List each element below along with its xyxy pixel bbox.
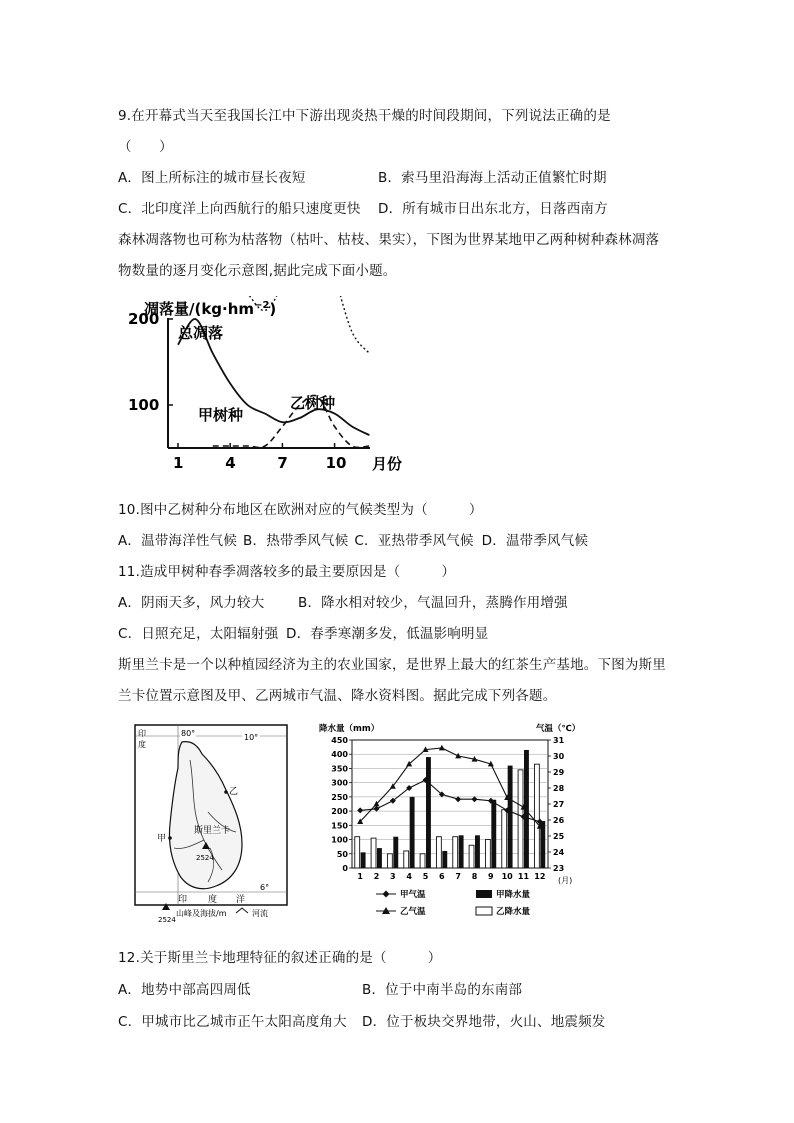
sea-label-top-2: 度 (138, 740, 146, 749)
bar-yi-rain (436, 837, 441, 868)
q9-options-row1 (118, 166, 607, 186)
q10-option-d: D．温带季风气候 (481, 533, 589, 549)
city-yi-label: 乙 (229, 787, 239, 797)
q9-option-c: C．北印度洋上向西航行的船只速度更快 (118, 201, 361, 217)
city-jia-label: 甲 (157, 834, 167, 844)
litterfall-ytick-label: 200 (128, 310, 160, 328)
climate-left-tick-label: 200 (331, 807, 348, 817)
litterfall-chart (126, 296, 426, 476)
marker-yi-temp (439, 745, 445, 751)
legend-jia-rain: 甲降水量 (496, 890, 531, 900)
bar-yi-rain (485, 840, 490, 868)
bar-yi-rain (502, 810, 507, 868)
bar-yi-rain (371, 838, 376, 868)
marker-yi-temp (455, 753, 461, 759)
q12-option-a: A．地势中部高四周低 (118, 982, 251, 998)
climate-month-unit: (月) (558, 876, 573, 885)
legend-peak-label: 山峰及海拔/m (176, 909, 227, 918)
series-label-total: 总凋落 (178, 324, 224, 342)
bar-jia-rain (410, 797, 415, 868)
q9-options-row2 (118, 197, 608, 217)
legend-jia-temp-marker (383, 891, 390, 898)
climate-right-title: 气温（℃） (536, 724, 581, 734)
climate-bars (355, 750, 545, 868)
bar-jia-rain (508, 766, 513, 868)
legend-jia-temp: 甲气温 (400, 890, 426, 900)
lon-label: 80° (181, 729, 196, 738)
q10-option-a: A．温带海洋性气候 (118, 533, 238, 549)
legend-peak-value: 2524 (158, 916, 176, 924)
q10-option-c: C．亚热带季风气候 (354, 533, 474, 549)
climate-right-tick-label: 30 (553, 752, 565, 761)
series-label-jia: 甲树种 (198, 406, 244, 424)
intro1-line1: 森林凋落物也可称为枯落物（枯叶、枯枝、果实），下图为世界某地甲乙两种树种森林凋落 (118, 232, 660, 248)
climate-lines (357, 745, 543, 829)
bar-jia-rain (377, 848, 382, 868)
climate-right-tick-label: 23 (553, 864, 565, 873)
climate-right-tick-label: 27 (553, 800, 565, 809)
legend-river-label: 河流 (252, 909, 268, 918)
bar-yi-rain (518, 770, 523, 868)
bar-yi-rain (453, 837, 458, 868)
climate-right-tick-label: 26 (553, 816, 565, 825)
q10-option-b: B．热带季风气候 (243, 533, 349, 549)
bar-jia-rain (426, 757, 431, 868)
legend-yi-temp: 乙气温 (400, 907, 426, 917)
bar-yi-rain (387, 854, 392, 868)
q9-option-d: D．所有城市日出东北方，日落西南方 (378, 201, 608, 217)
bar-yi-rain (469, 845, 474, 868)
sea-label-bottom-1: 印 (178, 895, 188, 905)
q11-options-row2 (118, 622, 488, 642)
climate-month-label: 5 (422, 872, 429, 881)
climate-left-tick-label: 450 (331, 736, 348, 745)
litterfall-series (178, 296, 369, 447)
bar-yi-rain (534, 764, 539, 868)
bar-jia-rain (442, 851, 447, 868)
climate-month-label: 12 (534, 872, 546, 881)
climate-month-label: 1 (357, 872, 363, 881)
litterfall-xtick-label: 4 (225, 454, 236, 472)
q9-option-b: B．索马里沿海海上活动正值繁忙时期 (378, 170, 607, 186)
climate-right-tick-label: 24 (553, 848, 565, 857)
q9-paren: （ ） (118, 139, 173, 155)
q11-options-row1 (118, 591, 568, 611)
climate-left-tick-label: 0 (342, 864, 348, 873)
climate-right-tick-label: 25 (553, 832, 565, 841)
intro2-line1: 斯里兰卡是一个以种植园经济为主的农业国家，是世界上最大的红茶生产基地。下图为斯里 (118, 657, 666, 673)
bar-yi-rain (355, 837, 360, 868)
q12-stem: 12.关于斯里兰卡地理特征的叙述正确的是（ ） (118, 950, 442, 966)
lat-label-top: 10° (244, 733, 259, 742)
q11-option-b: B．降水相对较少，气温回升，蒸腾作用增强 (298, 595, 568, 611)
q11-option-d: D．春季寒潮多发，低温影响明显 (286, 626, 489, 642)
bar-jia-rain (475, 835, 480, 868)
climate-left-tick-label: 50 (336, 849, 348, 859)
q12-option-d: D．位于板块交界地带，火山、地震频发 (362, 1014, 606, 1030)
sea-label-bottom-3: 洋 (236, 895, 246, 905)
legend-river-icon (236, 908, 248, 913)
legend-jia-rain-swatch (476, 890, 492, 898)
intro1-line2: 物数量的逐月变化示意图,据此完成下面小题。 (118, 263, 397, 279)
q11-option-a: A．阴雨天多，风力较大 (118, 595, 265, 611)
climate-left-tick-label: 350 (331, 764, 348, 774)
climate-left-tick-label: 400 (331, 750, 348, 760)
climate-left-tick-label: 100 (331, 835, 348, 845)
bar-yi-rain (404, 851, 409, 868)
litterfall-xunit: 月份 (372, 455, 403, 473)
marker-jia-temp (357, 807, 363, 813)
city-yi-marker (224, 790, 228, 794)
line-yi-temp (360, 748, 540, 826)
litterfall-xtick-label: 10 (325, 454, 347, 472)
lat-label-bottom: 6° (260, 883, 270, 892)
bar-yi-rain (420, 854, 425, 868)
litterfall-ylabel: 凋落量$/(kg\cdot hm^{-2})$ (144, 300, 277, 318)
climate-month-label: 8 (471, 872, 478, 881)
climate-chart (316, 718, 586, 920)
climate-right-tick-label: 29 (553, 768, 565, 777)
q11-option-c: C．日照充足，太阳辐射强 (118, 626, 279, 642)
bar-jia-rain (459, 835, 464, 868)
q10-stem: 10.图中乙树种分布地区在欧洲对应的气候类型为（ ） (118, 502, 483, 518)
sea-label-top-1: 印 (138, 729, 146, 738)
legend-yi-rain-swatch (476, 907, 492, 915)
climate-month-label: 11 (517, 872, 530, 881)
climate-month-label: 7 (455, 872, 461, 881)
bar-jia-rain (491, 800, 496, 868)
city-jia-marker (168, 836, 172, 840)
series-label-yi: 乙树种 (290, 394, 336, 412)
climate-left-tick-label: 250 (331, 792, 348, 802)
q9-stem: 9.在开幕式当天至我国长江中下游出现炎热干燥的时间段期间，下列说法正确的是 (118, 108, 611, 124)
climate-left-tick-label: 150 (331, 821, 348, 831)
bar-jia-rain (393, 837, 398, 868)
climate-left-title: 降水量（mm） (319, 724, 380, 734)
climate-month-label: 4 (406, 872, 412, 881)
litterfall-ytick-label: 100 (128, 396, 160, 414)
litterfall-xtick-label: 7 (277, 454, 288, 472)
climate-month-label: 3 (390, 872, 396, 881)
climate-month-label: 9 (488, 872, 494, 881)
bar-jia-rain (361, 852, 366, 868)
sri-lanka-map (132, 720, 292, 930)
q12-options-row1 (118, 978, 522, 998)
climate-right-tick-label: 31 (553, 736, 565, 745)
q12-option-b: B．位于中南半岛的东南部 (362, 982, 523, 998)
q12-options-row2 (118, 1010, 606, 1030)
country-label: 斯里兰卡 (194, 826, 231, 836)
climate-right-tick-label: 28 (553, 784, 565, 793)
q11-stem: 11.造成甲树种春季凋落较多的最主要原因是（ ） (118, 564, 456, 580)
climate-axes (331, 736, 564, 881)
sea-label-bottom-2: 度 (208, 895, 218, 905)
climate-month-label: 10 (501, 872, 513, 881)
intro2-line2: 兰卡位置示意图及甲、乙两城市气温、降水资料图。据此完成下列各题。 (118, 688, 557, 704)
climate-month-label: 2 (373, 872, 380, 881)
legend-yi-rain: 乙降水量 (496, 907, 531, 917)
q10-options (118, 529, 588, 549)
climate-left-tick-label: 300 (331, 778, 348, 788)
climate-month-label: 6 (439, 872, 445, 881)
q9-option-a: A．图上所标注的城市昼长夜短 (118, 170, 306, 186)
peak-value: 2524 (196, 854, 214, 862)
q12-option-c: C．甲城市比乙城市正午太阳高度角大 (118, 1014, 347, 1030)
litterfall-xtick-label: 1 (173, 454, 184, 472)
